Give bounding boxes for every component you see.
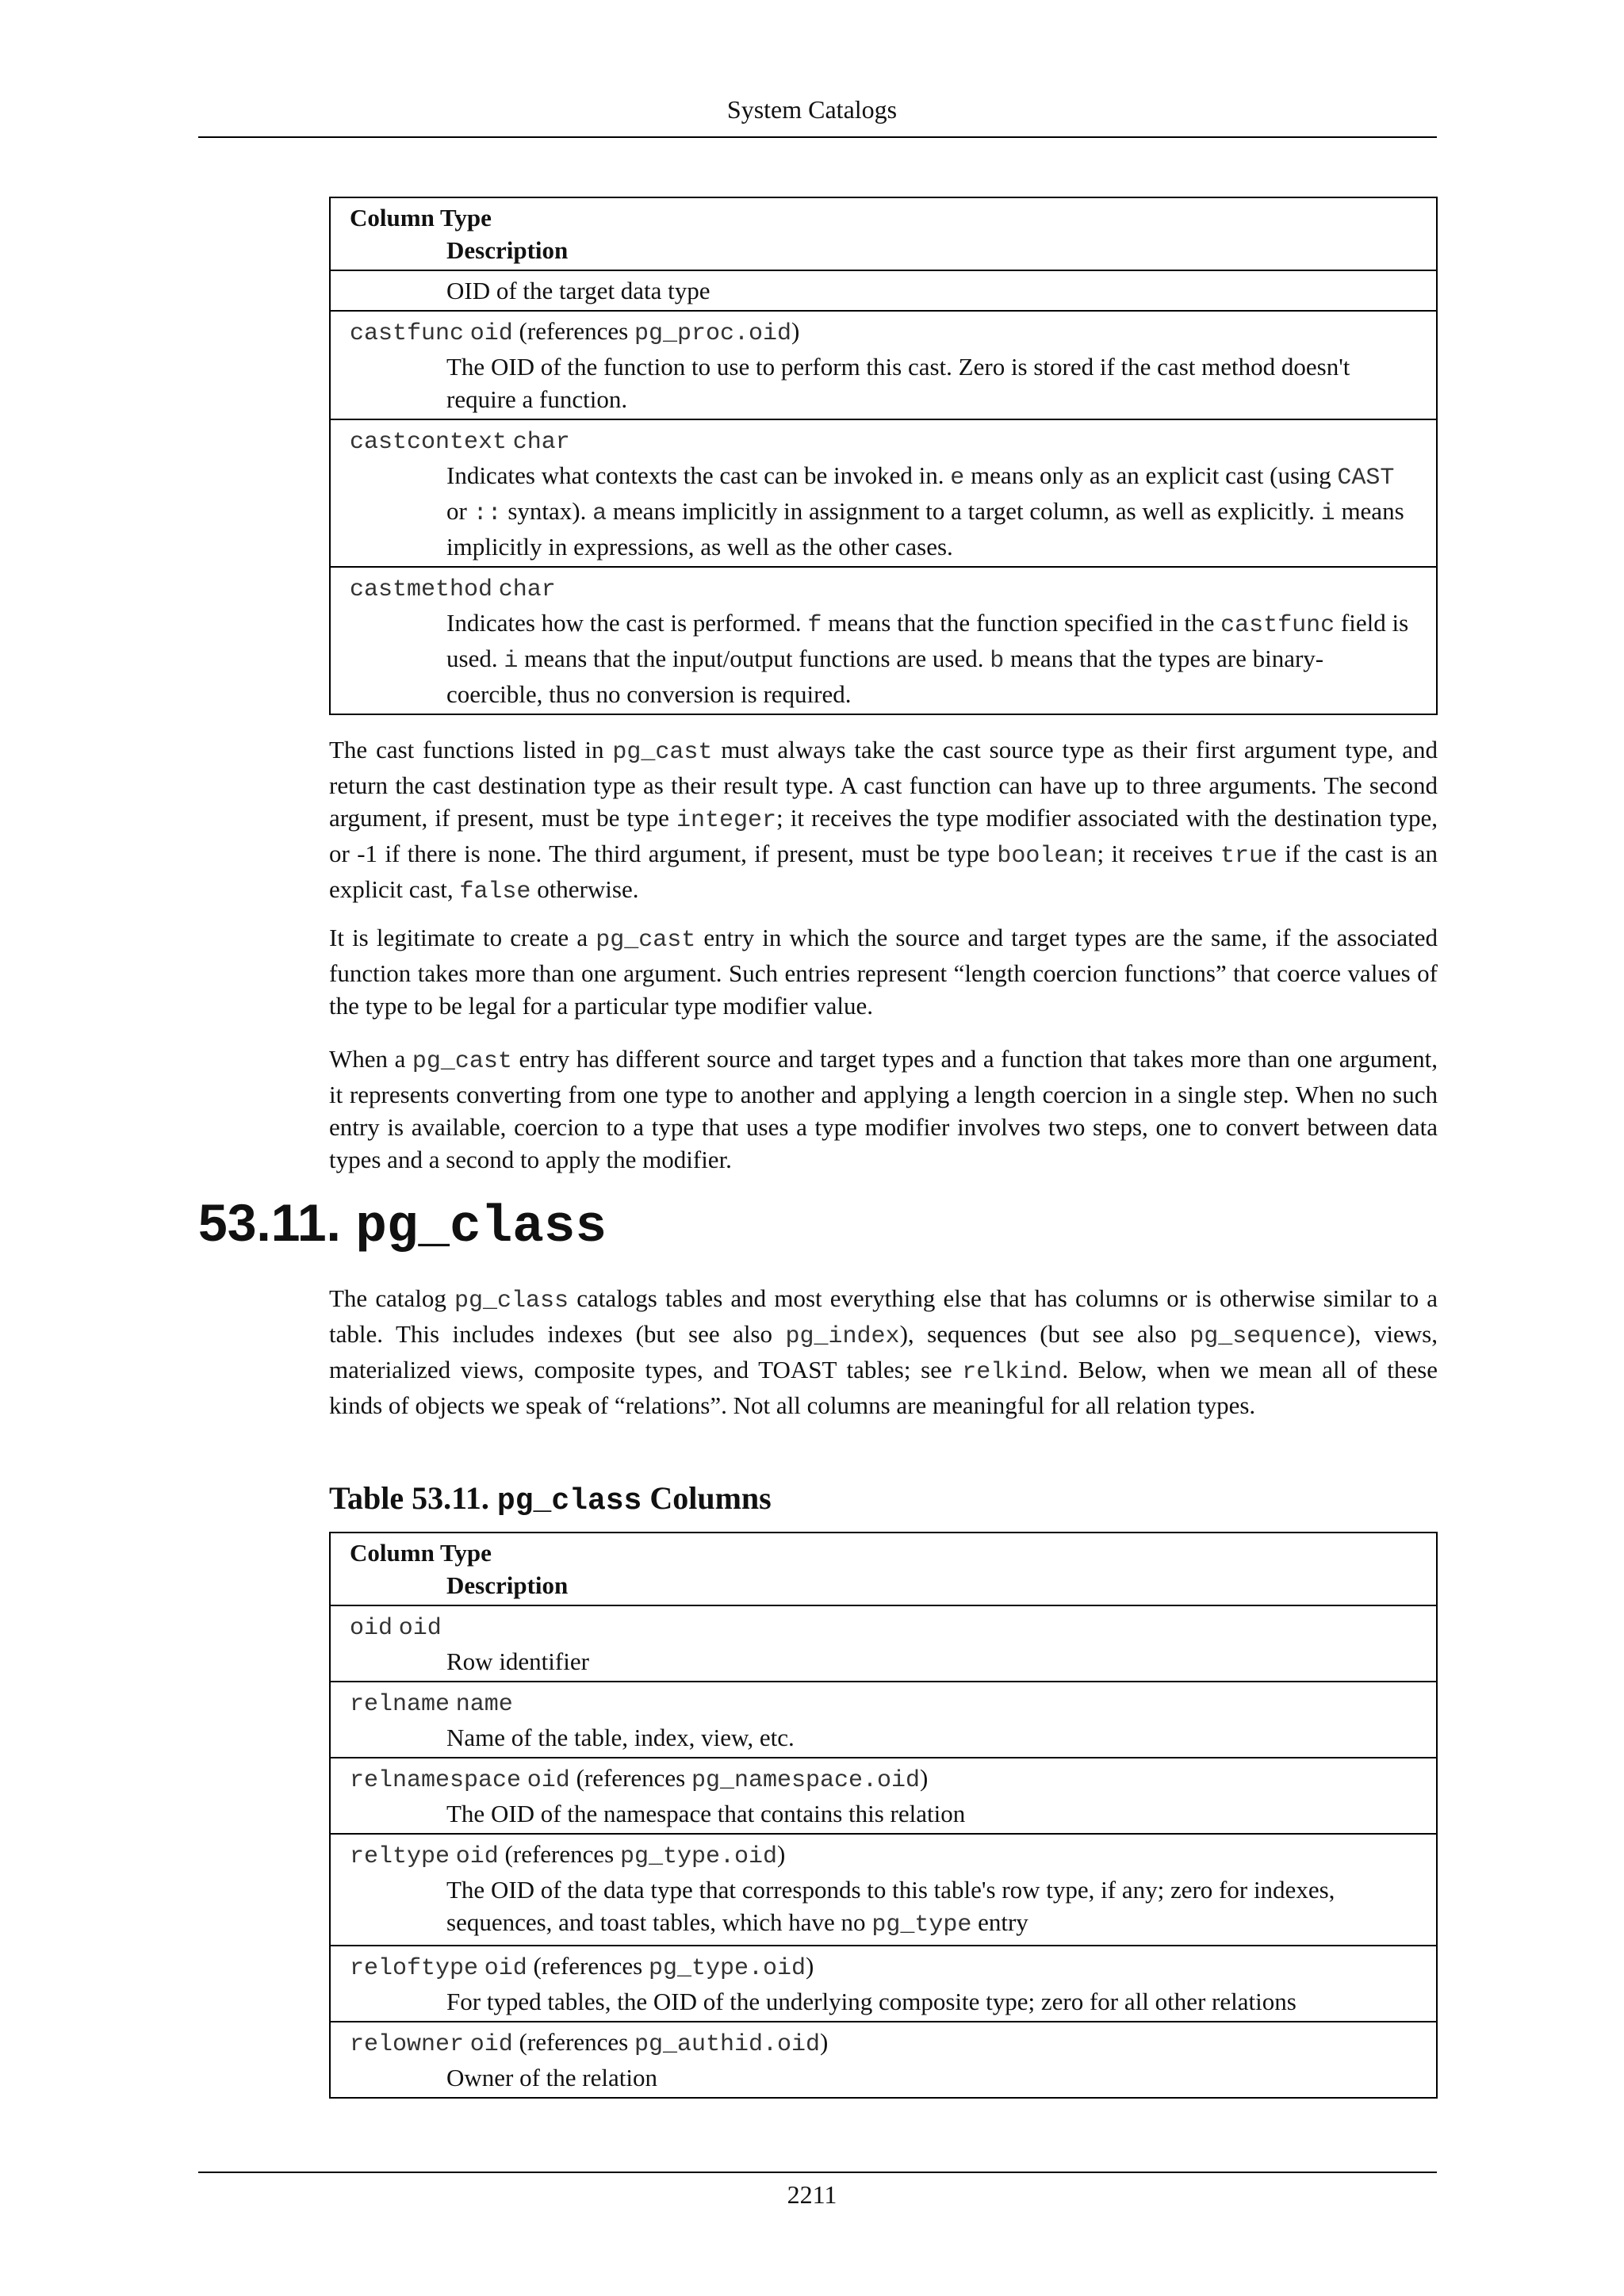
row-signature: reloftype oid (references pg_type.oid) [350, 1952, 814, 1982]
column-type: char [498, 576, 556, 603]
column-name: relname [350, 1691, 450, 1718]
table-caption: Table 53.11. pg_class Columns [329, 1480, 772, 1518]
paragraph-length-coercion: It is legitimate to create a pg_cast entry in which the source and target types are the same, if the associated function takes more than one argument. Such entries represent “length coercion functions” that coerce values of the type to be legal for a particular type modifier value. [329, 924, 1438, 1020]
row-signature: relnamespace oid (references pg_namespace.oid) [350, 1764, 929, 1794]
running-header: System Catalogs [726, 95, 898, 124]
references-close: ) [791, 317, 800, 345]
paragraph-conversion: When a pg_cast entry has different source and target types and a function that takes more than one argument, it represents converting from one type to another and applying a length coercion in a single step. When no such entry is available, coercion to a type that uses a type modifier involves two steps, one to convert between data types and a second to apply the modifier. [329, 1045, 1438, 1173]
column-type-header: Column Type [350, 204, 492, 232]
row-description: Owner of the relation [446, 2064, 657, 2091]
table-row [330, 1682, 1437, 1758]
reference-target: pg_type.oid [648, 1955, 806, 1982]
column-name: castfunc [350, 320, 465, 347]
column-type: oid [469, 320, 513, 347]
column-name: oid [350, 1615, 393, 1642]
description-header: Description [446, 236, 569, 264]
section-number: 53.11. [198, 1193, 341, 1252]
table-row [330, 567, 1437, 714]
reference-target: pg_type.oid [619, 1843, 777, 1870]
table-row [330, 1758, 1437, 1834]
column-name: castcontext [350, 429, 508, 456]
column-type: oid [455, 1843, 499, 1870]
paragraph-cast-functions: The cast functions listed in pg_cast must always take the cast source type as their first argument type, and return the cast destination type as their result type. A cast function can have up to three arguments. The second argument, if present, must be type integer; it receives the type modifier associated with the destination type, or -1 if there is none. The third argument, if present, must be type boolean; it receives true if the cast is an explicit cast, false otherwise. [329, 736, 1438, 905]
column-name: relnamespace [350, 1767, 522, 1794]
table-header-row [330, 197, 1437, 270]
column-name: reltype [350, 1843, 450, 1870]
table-row [330, 1605, 1437, 1682]
column-type: oid [527, 1767, 570, 1794]
column-type: name [455, 1691, 513, 1718]
header-rule [198, 136, 1437, 138]
section-heading [198, 1191, 607, 1259]
description-header: Description [446, 1571, 569, 1599]
reference-target: pg_namespace.oid [691, 1767, 921, 1794]
row-description: Indicates what contexts the cast can be invoked in. e means only as an explicit cast (using CAST or :: syntax). a means implicitly in assignment to a target column, as well as explicitly. i means implicitly in expressions, as well as the other cases. [446, 461, 1404, 561]
column-type: oid [469, 2031, 513, 2058]
row-description: Indicates how the cast is performed. f means that the function specified in the castfunc field is used. i means that the input/output functions are used. b means that the types are binary-coercible, thus no conversion is required. [446, 609, 1409, 708]
table-header-row [330, 1533, 1437, 1605]
table-row [330, 2022, 1437, 2098]
table-row [330, 419, 1437, 567]
table-row [330, 270, 1437, 311]
column-type: oid [398, 1615, 442, 1642]
row-description: Name of the table, index, view, etc. [446, 1724, 795, 1751]
row-description: The OID of the namespace that contains this relation [446, 1800, 966, 1827]
table-row [330, 1946, 1437, 2022]
row-description: Row identifier [446, 1647, 589, 1675]
footer-rule [198, 2172, 1437, 2173]
row-signature [350, 315, 1417, 350]
section-name: pg_class [355, 1197, 607, 1257]
table-row [330, 1834, 1437, 1946]
paragraph-pg-class-intro: The catalog pg_class catalogs tables and most everything else that has columns or is otherwise similar to a table. This includes indexes (but see also pg_index), sequences (but see also pg_sequence), views, materialized views, composite types, and TOAST tables; see relkind. Below, when we mean all of these kinds of objects we speak of “relations”. Not all columns are meaningful for all relation types. [329, 1284, 1438, 1419]
column-type: oid [484, 1955, 527, 1982]
row-description: For typed tables, the OID of the underlying composite type; zero for all other relations [446, 1988, 1297, 2015]
row-signature: relowner oid (references pg_authid.oid) [350, 2028, 829, 2058]
column-type-header: Column Type [350, 1539, 492, 1567]
page-number: 2211 [787, 2180, 837, 2209]
pg-cast-columns-table [329, 197, 1438, 715]
row-description: The OID of the function to use to perform this cast. Zero is stored if the cast method doesn't require a function. [446, 353, 1350, 413]
row-signature: reltype oid (references pg_type.oid) [350, 1840, 786, 1870]
reference-target: pg_authid.oid [634, 2031, 820, 2058]
column-type: char [512, 429, 570, 456]
reference-target: pg_proc.oid [634, 320, 791, 347]
row-signature [350, 1609, 1417, 1645]
row-signature [350, 1686, 1417, 1721]
pg-class-columns-table [329, 1532, 1438, 2099]
row-signature [350, 423, 1417, 459]
table-row [330, 311, 1437, 419]
column-name: castmethod [350, 576, 493, 603]
row-signature [350, 571, 1417, 607]
column-name: reloftype [350, 1955, 479, 1982]
references-label: (references [519, 317, 629, 345]
row-description: The OID of the data type that corresponds to this table's row type, if any; zero for indexes, sequences, and toast tables, which have no pg_type entry [446, 1876, 1335, 1938]
column-name: relowner [350, 2031, 465, 2058]
row-description: OID of the target data type [446, 277, 710, 304]
